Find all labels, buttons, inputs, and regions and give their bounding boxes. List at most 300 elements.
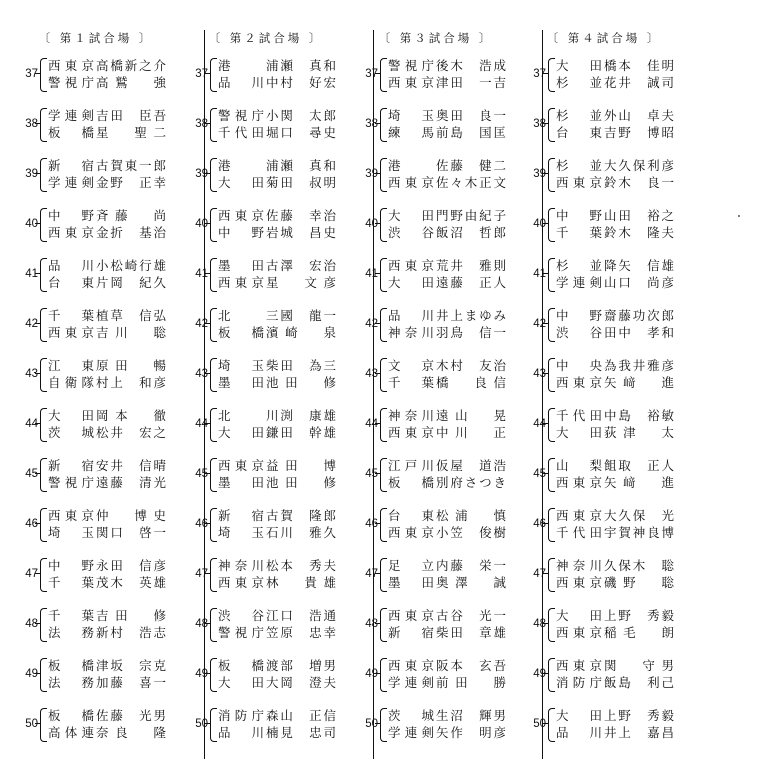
match-row — [16, 356, 176, 396]
team-name: 港 — [388, 158, 401, 173]
player-bottom — [388, 325, 516, 341]
match-row — [16, 556, 176, 596]
player-top — [48, 358, 176, 374]
player-name: 花井 誠司 — [604, 75, 674, 90]
match-row — [524, 56, 684, 96]
team-name: 西東京 — [556, 475, 602, 490]
team-name: 警視庁 — [218, 108, 264, 123]
player-name: 加藤 喜一 — [96, 675, 166, 690]
player-name: 松本 秀夫 — [266, 558, 336, 573]
player-top — [388, 208, 516, 224]
player-name: 菊田 叔明 — [266, 175, 336, 190]
match-number: 38 — [365, 118, 378, 130]
match-number: 41 — [365, 268, 378, 280]
pairing-bracket — [210, 158, 217, 192]
player-bottom — [556, 325, 684, 341]
player-bottom — [388, 175, 516, 191]
player-bottom — [218, 725, 346, 741]
match-row — [356, 356, 516, 396]
player-top — [48, 108, 176, 124]
player-top — [218, 558, 346, 574]
player-top — [218, 358, 346, 374]
match-number: 46 — [25, 518, 38, 530]
player-bottom — [48, 325, 176, 341]
team-name: 埼 玉 — [218, 525, 264, 540]
match-row — [16, 506, 176, 546]
match-row — [356, 406, 516, 446]
pairing-bracket — [210, 308, 217, 342]
player-name: 村上 和彦 — [96, 375, 166, 390]
player-top — [556, 208, 684, 224]
player-top — [556, 458, 684, 474]
player-name: 飯沼 哲郎 — [436, 225, 506, 240]
player-name: 奥澤 誠 — [436, 575, 506, 590]
match-row — [16, 606, 176, 646]
team-name: 西東京 — [556, 625, 602, 640]
player-name: 安井 信晴 — [96, 458, 166, 473]
pairing-bracket — [548, 608, 555, 642]
team-name: 中 野 — [218, 225, 264, 240]
match-number: 40 — [195, 218, 208, 230]
team-name: 大 田 — [218, 175, 264, 190]
player-top — [218, 458, 346, 474]
player-top — [48, 458, 176, 474]
team-name: 大 田 — [388, 275, 434, 290]
pairing-bracket — [380, 158, 387, 192]
player-bottom — [388, 725, 516, 741]
player-top — [388, 58, 516, 74]
pairing-bracket — [548, 458, 555, 492]
match-number: 37 — [195, 68, 208, 80]
team-name: 中 央 — [556, 358, 602, 373]
scan-speck — [738, 215, 740, 217]
match-number: 50 — [533, 718, 546, 730]
team-name: 学連剣 — [388, 725, 434, 740]
match-number: 42 — [25, 318, 38, 330]
match-row — [186, 256, 346, 296]
player-top — [556, 258, 684, 274]
pairing-bracket — [380, 458, 387, 492]
player-bottom — [388, 225, 516, 241]
player-name: 渡部 増男 — [266, 658, 336, 673]
team-name: 茨 城 — [48, 425, 94, 440]
match-number: 45 — [25, 468, 38, 480]
match-number: 44 — [533, 418, 546, 430]
player-name: 林 貴雄 — [266, 575, 336, 590]
player-bottom — [48, 575, 176, 591]
player-name: 吉田 臣吾 — [96, 108, 166, 123]
player-top — [388, 358, 516, 374]
team-name: 渋 谷 — [388, 225, 434, 240]
player-name: 田中 孝和 — [604, 325, 674, 340]
match-number: 37 — [25, 68, 38, 80]
match-row — [356, 156, 516, 196]
player-name: 小笠 俊樹 — [436, 525, 506, 540]
player-bottom — [48, 375, 176, 391]
team-name: 大 田 — [556, 58, 602, 73]
team-name: 西東京 — [48, 58, 94, 73]
player-bottom — [388, 525, 516, 541]
pairing-bracket — [548, 708, 555, 742]
player-name: 稲毛 朗 — [604, 625, 674, 640]
match-number: 50 — [25, 718, 38, 730]
court-header: 〔 第２試合場 〕 — [208, 31, 324, 45]
team-name: 神奈川 — [556, 558, 602, 573]
team-name: 学連剣 — [48, 108, 94, 123]
match-row — [524, 156, 684, 196]
player-name: 益田 博 — [266, 458, 336, 473]
team-name: 墨 田 — [218, 258, 264, 273]
team-name: 大 田 — [218, 425, 264, 440]
team-name: 西東京 — [48, 225, 94, 240]
player-name: 古賀 隆郎 — [266, 508, 336, 523]
team-name: 品 川 — [556, 725, 602, 740]
player-top — [556, 158, 684, 174]
player-name: 後木 浩成 — [436, 58, 506, 73]
player-name: 門野由紀子 — [436, 208, 506, 223]
match-number: 43 — [195, 368, 208, 380]
player-top — [48, 608, 176, 624]
player-top — [556, 558, 684, 574]
player-name: 橋本 佳明 — [604, 58, 674, 73]
team-name: 大 田 — [556, 708, 602, 723]
team-name: 板 橋 — [48, 125, 94, 140]
team-name: 西東京 — [218, 208, 264, 223]
pairing-bracket — [380, 58, 387, 92]
player-name: 吉田 修 — [96, 608, 166, 623]
pairing-bracket — [210, 408, 217, 442]
player-bottom — [48, 225, 176, 241]
player-top — [48, 258, 176, 274]
player-name: 鈴木 隆夫 — [604, 225, 674, 240]
match-number: 47 — [195, 568, 208, 580]
match-row — [524, 456, 684, 496]
pairing-bracket — [380, 308, 387, 342]
team-name: 北 — [218, 308, 231, 323]
team-name: 杉 並 — [556, 158, 602, 173]
player-top — [48, 658, 176, 674]
player-name: 降矢 信雄 — [604, 258, 674, 273]
team-name: 港 — [218, 58, 231, 73]
team-name: 神奈川 — [388, 325, 434, 340]
match-row — [186, 306, 346, 346]
team-name: 北 — [218, 408, 231, 423]
match-number: 45 — [365, 468, 378, 480]
player-name: 池田 修 — [266, 475, 336, 490]
match-row — [524, 506, 684, 546]
player-name: 小関 太郎 — [266, 108, 336, 123]
pairing-bracket — [380, 608, 387, 642]
match-row — [186, 56, 346, 96]
pairing-bracket — [548, 108, 555, 142]
match-number: 47 — [365, 568, 378, 580]
player-bottom — [218, 175, 346, 191]
player-name: 佐々木正文 — [436, 175, 506, 190]
match-number: 39 — [195, 168, 208, 180]
player-name: 江口 浩通 — [266, 608, 336, 623]
pairing-bracket — [210, 658, 217, 692]
player-name: 柴田 為三 — [266, 358, 336, 373]
player-bottom — [556, 625, 684, 641]
match-row — [524, 656, 684, 696]
match-number: 43 — [25, 368, 38, 380]
team-name: 江戸川 — [388, 458, 434, 473]
team-name: 千 葉 — [48, 575, 94, 590]
team-name: 学連剣 — [556, 275, 602, 290]
team-name: 西東京 — [388, 425, 434, 440]
pairing-bracket — [40, 658, 47, 692]
pairing-bracket — [40, 558, 47, 592]
match-row — [356, 656, 516, 696]
match-row — [524, 106, 684, 146]
pairing-bracket — [210, 108, 217, 142]
player-top — [218, 508, 346, 524]
team-name: 警視庁 — [218, 625, 264, 640]
player-name: 星 聖二 — [96, 125, 166, 140]
player-top — [388, 558, 516, 574]
player-name: 金折 基治 — [96, 225, 166, 240]
team-name: 埼 玉 — [48, 525, 94, 540]
team-name: 西東京 — [556, 658, 602, 673]
match-row — [524, 606, 684, 646]
player-top — [388, 458, 516, 474]
match-row — [186, 706, 346, 746]
team-name: 西東京 — [556, 175, 602, 190]
team-name: 千 葉 — [556, 225, 602, 240]
pairing-bracket — [548, 208, 555, 242]
player-bottom — [48, 625, 176, 641]
match-number: 49 — [25, 668, 38, 680]
team-name: 西東京 — [388, 608, 434, 623]
player-name: 古谷 光一 — [436, 608, 506, 623]
player-bottom — [48, 125, 176, 141]
match-row — [186, 406, 346, 446]
match-row — [16, 156, 176, 196]
player-bottom — [48, 275, 176, 291]
pairing-bracket — [40, 108, 47, 142]
player-name: 外山 卓夫 — [604, 108, 674, 123]
pairing-bracket — [210, 558, 217, 592]
player-name: 金野 正幸 — [96, 175, 166, 190]
player-bottom — [48, 525, 176, 541]
pairing-bracket — [380, 208, 387, 242]
team-name: 墨 田 — [218, 375, 264, 390]
player-top — [48, 58, 176, 74]
player-name: 佐藤 健二 — [436, 158, 506, 173]
team-name: 神奈川 — [388, 408, 434, 423]
pairing-bracket — [210, 458, 217, 492]
player-top — [388, 608, 516, 624]
team-name: 警視庁 — [48, 75, 94, 90]
match-row — [356, 706, 516, 746]
team-name: 板 橋 — [48, 708, 94, 723]
match-row — [186, 356, 346, 396]
match-row — [524, 406, 684, 446]
team-name: 板 橋 — [388, 475, 434, 490]
player-name: 仲 博史 — [96, 508, 166, 523]
player-top — [388, 708, 516, 724]
player-bottom — [48, 725, 176, 741]
match-number: 47 — [25, 568, 38, 580]
match-row — [186, 556, 346, 596]
player-name: 奥田 良一 — [436, 108, 506, 123]
team-name: 埼 玉 — [388, 108, 434, 123]
player-bottom — [556, 275, 684, 291]
player-top — [556, 608, 684, 624]
team-name: 自衛隊 — [48, 375, 94, 390]
player-top — [218, 58, 346, 74]
match-number: 48 — [25, 618, 38, 630]
match-row — [356, 106, 516, 146]
pairing-bracket — [40, 708, 47, 742]
player-bottom — [556, 675, 684, 691]
player-top — [218, 708, 346, 724]
pairing-bracket — [380, 508, 387, 542]
player-name: 荻津 太 — [604, 425, 674, 440]
team-name: 港 — [218, 158, 231, 173]
team-name: 千代田 — [556, 408, 602, 423]
player-name: 斉藤 尚 — [96, 208, 166, 223]
match-number: 37 — [533, 68, 546, 80]
player-top — [48, 308, 176, 324]
court-header: 〔 第３試合場 〕 — [378, 31, 494, 45]
player-bottom — [48, 75, 176, 91]
player-top — [556, 108, 684, 124]
team-name: 品 川 — [218, 725, 264, 740]
team-name: 中 野 — [556, 308, 602, 323]
team-name: 大 田 — [388, 208, 434, 223]
team-name: 渋 谷 — [556, 325, 602, 340]
match-row — [524, 256, 684, 296]
player-name: 内藤 栄一 — [436, 558, 506, 573]
match-row — [186, 656, 346, 696]
player-name: 原田 暢 — [96, 358, 166, 373]
player-name: 橋 良信 — [436, 375, 506, 390]
team-name: 西東京 — [388, 658, 434, 673]
player-name: 生沼 輝男 — [436, 708, 506, 723]
player-bottom — [556, 75, 684, 91]
match-number: 48 — [365, 618, 378, 630]
player-name: 遠山 晃 — [436, 408, 506, 423]
player-top — [218, 308, 346, 324]
player-name: 関口 啓一 — [96, 525, 166, 540]
match-row — [16, 406, 176, 446]
pairing-bracket — [380, 708, 387, 742]
player-name: 上野 秀毅 — [604, 608, 674, 623]
player-bottom — [218, 225, 346, 241]
player-name: 中島 裕敏 — [604, 408, 674, 423]
team-name: 警視庁 — [48, 475, 94, 490]
match-row — [356, 606, 516, 646]
player-name: 奈良 隆 — [96, 725, 166, 740]
team-name: 学連剣 — [388, 675, 434, 690]
court-header: 〔 第４試合場 〕 — [546, 31, 662, 45]
player-top — [388, 408, 516, 424]
pairing-bracket — [380, 408, 387, 442]
pairing-bracket — [380, 108, 387, 142]
player-name: 宇賀神良博 — [604, 525, 674, 540]
match-row — [356, 306, 516, 346]
player-top — [556, 308, 684, 324]
player-name: 飯島 利己 — [604, 675, 674, 690]
player-name: 吉川 聡 — [96, 325, 166, 340]
player-top — [556, 408, 684, 424]
player-name: 浦瀬 真和 — [266, 58, 336, 73]
pairing-bracket — [40, 58, 47, 92]
match-number: 40 — [25, 218, 38, 230]
pairing-bracket — [40, 458, 47, 492]
player-name: 久保木 聡 — [604, 558, 674, 573]
player-top — [556, 58, 684, 74]
pairing-bracket — [40, 608, 47, 642]
match-number: 49 — [195, 668, 208, 680]
match-row — [16, 106, 176, 146]
match-number: 38 — [25, 118, 38, 130]
player-name: 堀口 尋史 — [266, 125, 336, 140]
match-number: 44 — [195, 418, 208, 430]
pairing-bracket — [548, 158, 555, 192]
pairing-bracket — [40, 308, 47, 342]
player-name: 大久保 光 — [604, 508, 674, 523]
player-top — [48, 558, 176, 574]
team-name: 西東京 — [218, 575, 264, 590]
player-name: 高鷲 強 — [96, 75, 166, 90]
player-bottom — [218, 475, 346, 491]
player-bottom — [388, 625, 516, 641]
pairing-bracket — [40, 258, 47, 292]
team-name: 神奈川 — [218, 558, 264, 573]
pairing-bracket — [548, 308, 555, 342]
player-name: 柴田 章雄 — [436, 625, 506, 640]
player-name: 飷取 正人 — [604, 458, 674, 473]
team-name: 大 田 — [556, 425, 602, 440]
player-top — [48, 158, 176, 174]
pairing-bracket — [380, 658, 387, 692]
player-name: 佐藤 光男 — [96, 708, 166, 723]
player-bottom — [48, 425, 176, 441]
player-name: 片岡 紀久 — [96, 275, 166, 290]
pairing-bracket — [40, 408, 47, 442]
player-name: 茂木 英雄 — [96, 575, 166, 590]
team-name: 法 務 — [48, 625, 94, 640]
pairing-bracket — [210, 258, 217, 292]
team-name: 品 川 — [388, 308, 434, 323]
player-bottom — [218, 625, 346, 641]
match-number: 41 — [195, 268, 208, 280]
team-name: 西東京 — [388, 258, 434, 273]
player-bottom — [48, 675, 176, 691]
pairing-bracket — [40, 358, 47, 392]
team-name: 台 東 — [388, 508, 434, 523]
team-name: 高体連 — [48, 725, 94, 740]
pairing-bracket — [40, 208, 47, 242]
team-name: 西東京 — [48, 325, 94, 340]
team-name: 台 東 — [556, 125, 602, 140]
pairing-bracket — [548, 658, 555, 692]
team-name: 渋 谷 — [218, 608, 264, 623]
team-name: 中 野 — [556, 208, 602, 223]
player-top — [388, 108, 516, 124]
match-row — [186, 106, 346, 146]
player-top — [388, 508, 516, 524]
player-name: 三國 龍一 — [266, 308, 336, 323]
player-name: 仮屋 道浩 — [436, 458, 506, 473]
match-number: 41 — [25, 268, 38, 280]
player-name: 中川 正 — [436, 425, 506, 440]
match-number: 49 — [533, 668, 546, 680]
player-name: 吉野 博昭 — [604, 125, 674, 140]
player-name: 植草 信弘 — [96, 308, 166, 323]
